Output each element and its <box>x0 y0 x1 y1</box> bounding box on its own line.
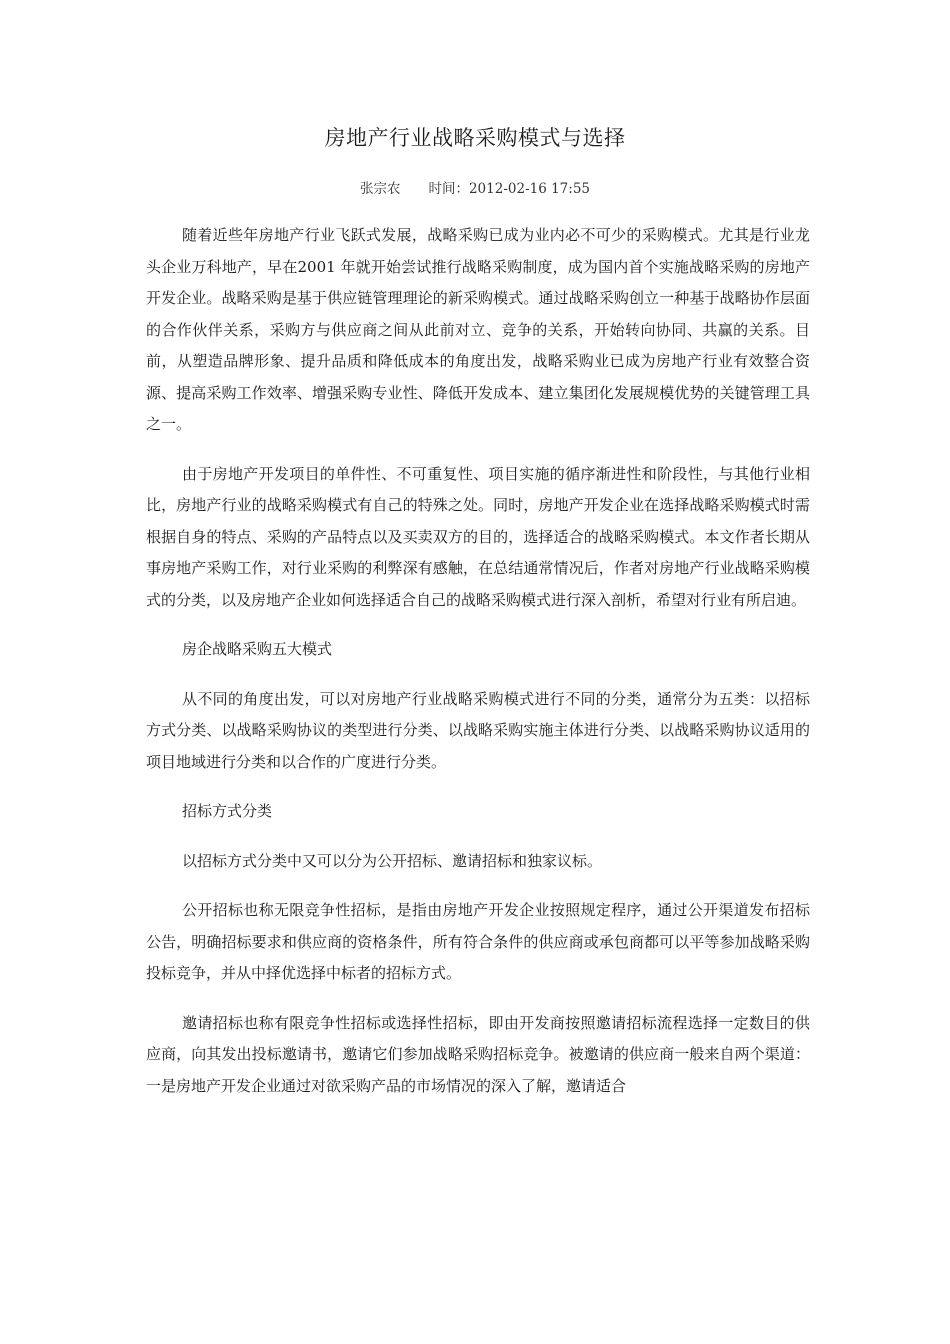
paragraph-open-bidding: 公开招标也称无限竞争性招标，是指由房地产开发企业按照规定程序，通过公开渠道发布招标公告，明确招标要求和供应商的资格条件，所有符合条件的供应商或承包商都可以平等参加战略采购投标竞争，并从中择优选择中标者的招标方式。 <box>146 901 810 982</box>
time-label: 时间： <box>428 181 469 197</box>
document-title: 房地产行业战略采购模式与选择 <box>324 126 626 150</box>
section-heading-bidding: 招标方式分类 <box>182 802 273 820</box>
author-name: 张宗农 <box>359 181 401 197</box>
publish-time: 2012-02-16 17:55 <box>468 181 591 197</box>
paragraph-background: 由于房地产开发项目的单件性、不可重复性、项目实施的循序渐进性和阶段性，与其他行业相比，房地产行业的战略采购模式有自己的特殊之处。同时，房地产开发企业在选择战略采购模式时需根据自身的特点、采购的产品特点以及买卖双方的目的，选择适合的战略采购模式。本文作者长期从事房地产采购工作，对行业采购的利弊深有感触，在总结通常情况后，作者对房地产行业战略采购模式的分类，以及房地产企业如何选择适合自己的战略采购模式进行深入剖析，希望对行业有所启迪。 <box>146 464 810 609</box>
section-heading-five-modes: 房企战略采购五大模式 <box>182 640 333 658</box>
byline <box>0 177 950 197</box>
paragraph-bidding-types: 以招标方式分类中又可以分为公开招标、邀请招标和独家议标。 <box>182 851 603 870</box>
paragraph-intro: 随着近些年房地产行业飞跃式发展，战略采购已成为业内必不可少的采购模式。尤其是行业龙头企业万科地产，早在2001 年就开始尝试推行战略采购制度，成为国内首个实施战略采购的房地产开发企业。战略采购是基于供应链管理理论的新采购模式。通过战略采购创立一种基于战略协作层面的合作伙伴关系，采购方与供应商之间从此前对立、竞争的关系，开始转向协同、共赢的关系。目前，从塑造品牌形象、提升品质和降低成本的角度出发，战略采购业已成为房地产行业有效整合资源、提高采购工作效率、增强采购专业性、降低开发成本、建立集团化发展规模优势的关键管理工具之一。 <box>146 226 810 433</box>
article-body <box>146 220 810 1120</box>
paragraph-classification: 从不同的角度出发，可以对房地产行业战略采购模式进行不同的分类，通常分为五类：以招标方式分类、以战略采购协议的类型进行分类、以战略采购实施主体进行分类、以战略采购协议适用的项目地域进行分类和以合作的广度进行分类。 <box>146 689 810 771</box>
paragraph-invited-bidding: 邀请招标也称有限竞争性招标或选择性招标，即由开发商按照邀请招标流程选择一定数目的供应商，向其发出投标邀请书，邀请它们参加战略采购招标竞争。被邀请的供应商一般来自两个渠道：一是房地产开发企业通过对欲采购产品的市场情况的深入了解，邀请适合 <box>146 1013 810 1095</box>
